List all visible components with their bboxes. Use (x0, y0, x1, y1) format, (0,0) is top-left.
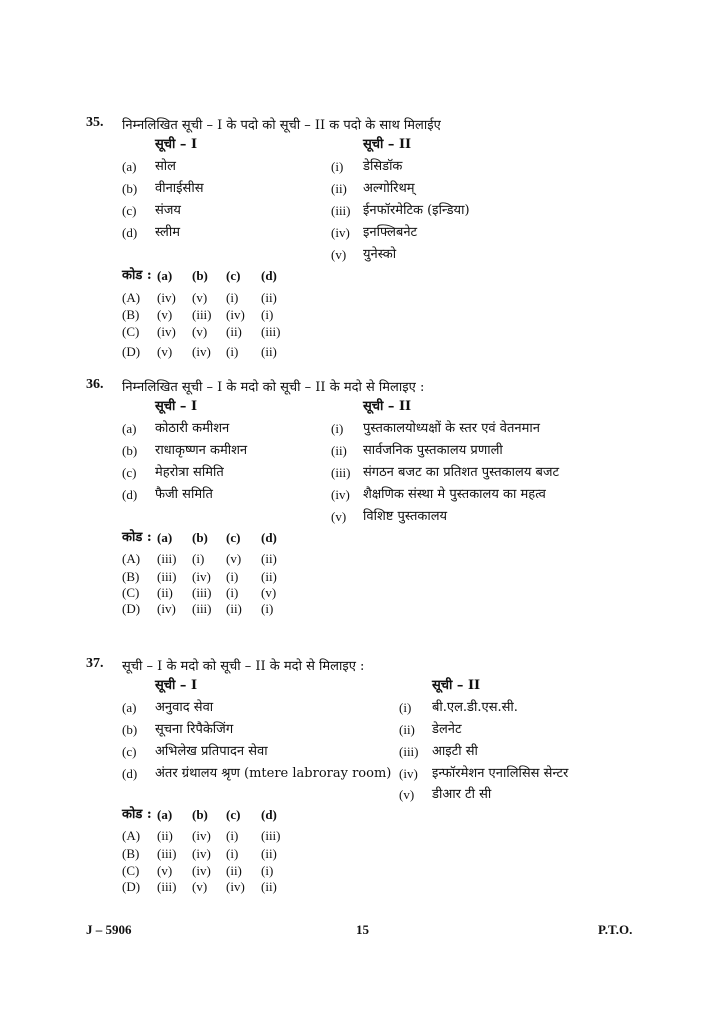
option-value: (iii) (261, 324, 281, 339)
list1-label: (c) (122, 465, 137, 480)
option-value: (i) (226, 585, 239, 600)
list2-item: सार्वजनिक पुस्तकालय प्रणाली (363, 443, 503, 458)
list2-label: (iv) (331, 225, 350, 240)
list1-item: सूचना रिपैकेजिंग (155, 722, 234, 737)
list1-label: (b) (122, 722, 138, 737)
option-value: (iv) (157, 324, 176, 339)
option-value: (iii) (192, 585, 212, 600)
list1-header: सूची – I (155, 678, 198, 693)
list1-item: अभिलेख प्रतिपादन सेवा (155, 744, 268, 759)
option-value: (i) (226, 828, 239, 843)
question-number: 36. (86, 377, 104, 392)
list2-label: (iii) (399, 744, 419, 759)
option-label: (A) (122, 828, 141, 843)
list2-label: (v) (331, 247, 347, 262)
option-label: (C) (122, 324, 140, 339)
option-value: (iv) (192, 344, 211, 359)
list1-label: (d) (122, 487, 138, 502)
option-label: (B) (122, 569, 140, 584)
option-value: (ii) (226, 601, 242, 616)
list1-item: वीनाईसीस (155, 181, 204, 196)
option-value: (ii) (261, 846, 277, 861)
question-stem: निम्नलिखित सूची – I के पदो को सूची – II क पदो के साथ मिलाईए (122, 118, 441, 133)
code-header: (b) (192, 807, 208, 822)
list2-item: डेलनेट (432, 722, 462, 737)
option-label: (D) (122, 344, 141, 359)
option-value: (v) (192, 324, 208, 339)
option-value: (i) (261, 307, 274, 322)
option-value: (iii) (192, 601, 212, 616)
list2-label: (iv) (399, 766, 418, 781)
option-value: (iii) (157, 551, 177, 566)
option-value: (iv) (226, 879, 245, 894)
list1-item: अंतर ग्रंथालय श्रृण (mtere labroray room) (155, 766, 392, 781)
code-header: (c) (226, 807, 241, 822)
option-label: (A) (122, 290, 141, 305)
option-value: (ii) (261, 551, 277, 566)
paper-code: J – 5906 (86, 922, 132, 937)
code-header: (d) (261, 268, 277, 283)
list1-item: स्लीम (155, 225, 181, 240)
code-label: कोड : (122, 807, 152, 822)
option-value: (ii) (261, 569, 277, 584)
list1-header: सूची – I (155, 399, 198, 414)
code-label: कोड : (122, 530, 152, 545)
code-header: (b) (192, 530, 208, 545)
list1-header: सूची – I (155, 137, 198, 152)
option-value: (ii) (261, 290, 277, 305)
list2-item: विशिष्ट पुस्तकालय (363, 509, 448, 524)
list1-item: अनुवाद सेवा (155, 700, 214, 715)
option-label: (B) (122, 846, 140, 861)
option-value: (v) (157, 344, 173, 359)
option-value: (i) (261, 863, 274, 878)
pto-label: P.T.O. (598, 922, 633, 937)
code-header: (d) (261, 530, 277, 545)
list2-item: आइटी सी (432, 744, 478, 759)
option-value: (iv) (192, 846, 211, 861)
option-value: (ii) (261, 344, 277, 359)
code-header: (c) (226, 268, 241, 283)
list1-label: (a) (122, 159, 137, 174)
list2-label: (iii) (331, 465, 351, 480)
option-label: (A) (122, 551, 141, 566)
option-value: (v) (157, 307, 173, 322)
option-value: (ii) (261, 879, 277, 894)
list2-label: (v) (399, 787, 415, 802)
list1-label: (d) (122, 225, 138, 240)
option-value: (iii) (157, 879, 177, 894)
option-value: (i) (226, 290, 239, 305)
list2-label: (i) (331, 421, 344, 436)
option-value: (iv) (157, 290, 176, 305)
list1-label: (b) (122, 181, 138, 196)
code-header: (a) (157, 807, 173, 822)
list2-header: सूची – II (363, 137, 412, 152)
list2-item: इन्फॉरमेशन एनालिसिस सेन्टर (432, 766, 569, 781)
list2-item: डीआर टी सी (432, 787, 492, 802)
code-label: कोड : (122, 268, 152, 283)
list2-item: ईनफॉरमेटिक (इन्डिया) (363, 203, 470, 218)
code-header: (c) (226, 530, 241, 545)
option-value: (iii) (157, 846, 177, 861)
option-value: (ii) (157, 585, 173, 600)
option-value: (ii) (226, 324, 242, 339)
option-value: (ii) (157, 828, 173, 843)
list2-label: (i) (399, 700, 412, 715)
question-number: 37. (86, 656, 104, 671)
list1-item: कोठारी कमीशन (155, 421, 230, 436)
list2-item: युनेस्को (363, 247, 397, 262)
option-label: (B) (122, 307, 140, 322)
option-value: (iii) (192, 307, 212, 322)
list2-label: (iv) (331, 487, 350, 502)
question-stem: सूची – I के मदो को सूची – II के मदो से मिलाइए : (122, 659, 365, 674)
option-value: (v) (261, 585, 277, 600)
option-value: (iii) (157, 569, 177, 584)
list1-label: (c) (122, 744, 137, 759)
list1-item: राधाकृष्णन कमीशन (155, 443, 248, 458)
option-value: (iv) (192, 863, 211, 878)
list1-item: मेहरोत्रा समिति (155, 465, 224, 480)
option-value: (iv) (192, 828, 211, 843)
option-value: (iv) (226, 307, 245, 322)
list2-item: डेसिडॉक (363, 159, 403, 174)
list2-label: (ii) (331, 443, 347, 458)
list2-item: पुस्तकालयोध्यक्षों के स्तर एवं वेतनमान (363, 421, 540, 436)
list2-label: (iii) (331, 203, 351, 218)
list2-label: (i) (331, 159, 344, 174)
list1-item: संजय (155, 203, 181, 218)
option-value: (i) (192, 551, 205, 566)
option-label: (D) (122, 601, 141, 616)
option-label: (C) (122, 863, 140, 878)
question-number: 35. (86, 115, 104, 130)
option-value: (iii) (261, 828, 281, 843)
option-value: (iv) (157, 601, 176, 616)
option-value: (i) (261, 601, 274, 616)
option-value: (i) (226, 344, 239, 359)
list2-header: सूची – II (432, 678, 481, 693)
code-header: (d) (261, 807, 277, 822)
list2-label: (ii) (331, 181, 347, 196)
option-value: (iv) (192, 569, 211, 584)
list2-item: अल्गोरिथम् (363, 181, 415, 196)
list2-item: संगठन बजट का प्रतिशत पुस्तकालय बजट (363, 465, 560, 480)
list1-label: (c) (122, 203, 137, 218)
list1-label: (a) (122, 421, 137, 436)
code-header: (b) (192, 268, 208, 283)
option-value: (i) (226, 846, 239, 861)
list2-label: (ii) (399, 722, 415, 737)
option-value: (ii) (226, 863, 242, 878)
list1-label: (d) (122, 766, 138, 781)
option-value: (v) (157, 863, 173, 878)
list1-item: सोल (155, 159, 176, 174)
list1-label: (b) (122, 443, 138, 458)
page-number: 15 (356, 922, 369, 937)
option-label: (D) (122, 879, 141, 894)
list2-item: शैक्षणिक संस्था मे पुस्तकालय का महत्व (363, 487, 546, 502)
option-value: (i) (226, 569, 239, 584)
list1-label: (a) (122, 700, 137, 715)
option-value: (v) (192, 879, 208, 894)
list2-item: बी.एल.डी.एस.सी. (432, 700, 518, 715)
question-stem: निम्नलिखित सूची – I के मदो को सूची – II के मदो से मिलाइए : (122, 380, 425, 395)
option-value: (v) (192, 290, 208, 305)
list2-header: सूची – II (363, 399, 412, 414)
code-header: (a) (157, 530, 173, 545)
list1-item: फैजी समिति (155, 487, 213, 502)
code-header: (a) (157, 268, 173, 283)
list2-item: इनफ्लिबनेट (363, 225, 418, 240)
list2-label: (v) (331, 509, 347, 524)
option-value: (v) (226, 551, 242, 566)
option-label: (C) (122, 585, 140, 600)
